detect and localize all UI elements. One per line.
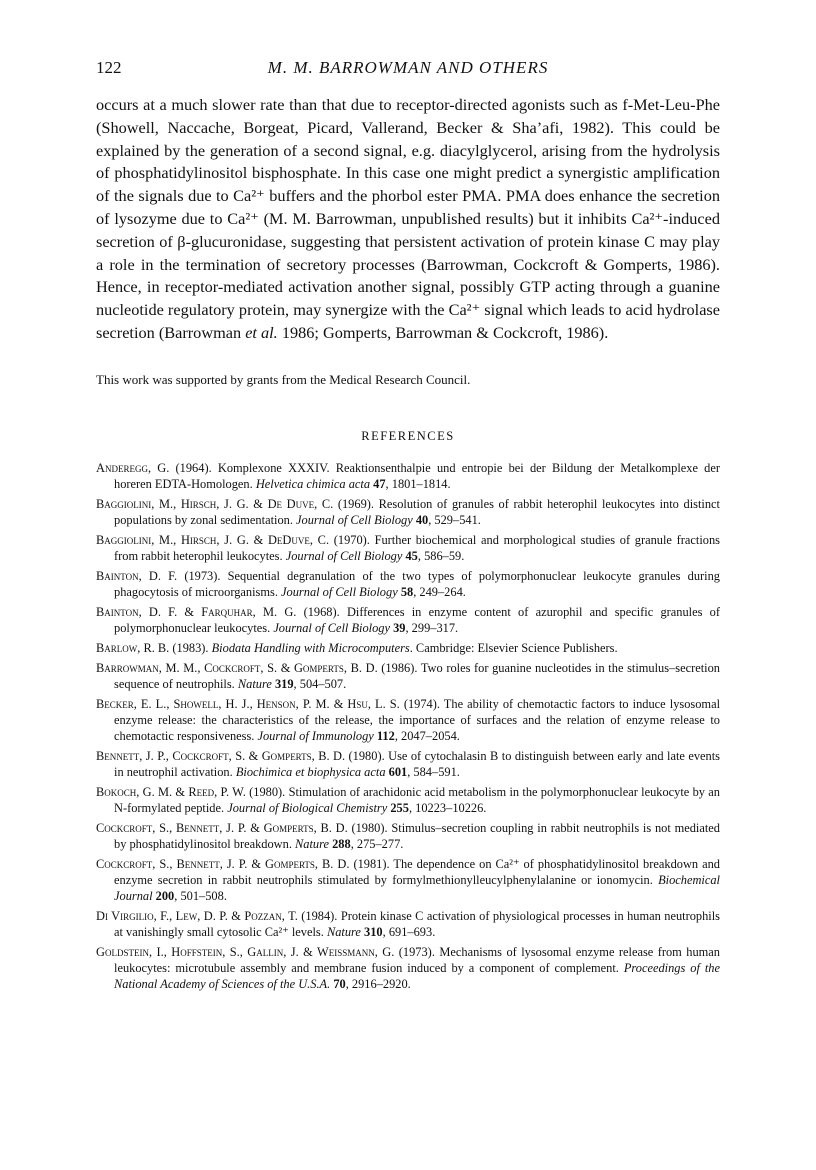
reference-item (96, 640, 720, 656)
reference-text: (1980). Use of cytochalasin B to distinguish between early and late events in neutrophil activation. (114, 748, 720, 779)
reference-journal: Nature (237, 676, 272, 691)
reference-journal: Nature (326, 924, 361, 939)
reference-list (96, 460, 720, 992)
reference-pages: , 2916–2920. (345, 976, 411, 991)
reference-volume: 310 (364, 924, 383, 939)
reference-journal: Biodata Handling with Microcomputers (211, 640, 410, 655)
reference-pages: , 299–317. (405, 620, 459, 635)
reference-pages: , 504–507. (293, 676, 347, 691)
reference-volume: 200 (155, 888, 175, 903)
reference-authors: Baggiolini, M., Hirsch, J. G. & DeDuve, C. (96, 532, 330, 547)
reference-authors: Bainton, D. F. (96, 568, 178, 583)
reference-authors: Becker, E. L., Showell, H. J., Henson, P. M. & Hsu, L. S. (96, 696, 400, 711)
reference-volume: 45 (405, 548, 418, 563)
reference-text: (1986). Two roles for guanine nucleotides in the stimulus–secretion sequence of neutrophils. (114, 660, 720, 691)
reference-journal: Biochemical Journal (114, 872, 720, 903)
reference-pages: , 691–693. (382, 924, 436, 939)
reference-authors: Cockcroft, S., Bennett, J. P. & Gomperts, B. D. (96, 856, 350, 871)
reference-journal: Journal of Immunology (257, 728, 374, 743)
body-text-etal: et al. (245, 322, 278, 342)
reference-journal: Journal of Biological Chemistry (227, 800, 388, 815)
reference-item (96, 908, 720, 940)
reference-volume: 39 (393, 620, 406, 635)
reference-authors: Bainton, D. F. & Farquhar, M. G. (96, 604, 297, 619)
reference-journal: Journal of Cell Biology (273, 620, 390, 635)
reference-volume: 47 (373, 476, 386, 491)
reference-authors: Bennett, J. P., Cockcroft, S. & Gomperts, B. D. (96, 748, 346, 763)
reference-volume: 58 (400, 584, 414, 599)
reference-authors: Barlow, R. B. (96, 640, 170, 655)
body-text-end: 1986; Gomperts, Barrowman & Cockcroft, 1986). (277, 322, 609, 342)
reference-item (96, 532, 720, 564)
reference-text: (1980). Stimulus–secretion coupling in rabbit neutrophils is not mediated by phosphatidylinositol breakdown. (114, 820, 720, 851)
reference-item (96, 496, 720, 528)
reference-authors: Baggiolini, M., Hirsch, J. G. & De Duve, C. (96, 496, 334, 511)
reference-pages: , 501–508. (174, 888, 227, 903)
reference-authors: Bokoch, G. M. & Reed, P. W. (96, 784, 246, 799)
reference-text: (1964). Komplexone XXXIV. Reaktionsenthalpie und entropie bei der Bildung der Metalkomplexe der horeren EDTA-Homologen. (114, 460, 720, 491)
reference-journal: Journal of Cell Biology (296, 512, 413, 527)
reference-item (96, 604, 720, 636)
reference-pages: , 2047–2054. (394, 728, 460, 743)
reference-pages: , 584–591. (407, 764, 460, 779)
reference-volume: 40 (415, 512, 429, 527)
reference-text: (1980). Stimulation of arachidonic acid metabolism in the polymorphonuclear leukocyte by an N-formylated peptide. (114, 784, 720, 815)
reference-pages: , 586–59. (417, 548, 465, 563)
acknowledgement: This work was supported by grants from the Medical Research Council. (96, 371, 471, 387)
reference-text: (1981). The dependence on Ca²⁺ of phosphatidylinositol breakdown and enzyme secretion in rabbit neutrophils stimulated by formylmethionylleucylphenylalanine or ionomycin. (114, 856, 721, 887)
reference-pages: . Cambridge: Elsevier Science Publishers. (409, 640, 618, 655)
reference-volume: 255 (390, 800, 409, 815)
reference-authors: Barrowman, M. M., Cockcroft, S. & Gomperts, B. D. (96, 660, 378, 675)
reference-pages: , 275–277. (350, 836, 404, 851)
reference-item (96, 944, 720, 992)
reference-pages: , 10223–10226. (408, 800, 487, 815)
reference-item (96, 568, 720, 600)
reference-volume: 112 (376, 728, 395, 743)
body-paragraph (96, 94, 720, 345)
reference-journal: Biochimica et biophysica acta (235, 764, 386, 779)
reference-journal: Proceedings of the National Academy of Sciences of the U.S.A. (114, 960, 720, 991)
reference-authors: Goldstein, I., Hoffstein, S., Gallin, J. & Weissmann, G. (96, 944, 395, 959)
reference-pages: , 1801–1814. (385, 476, 451, 491)
reference-item (96, 748, 720, 780)
reference-text: (1983). (169, 640, 212, 655)
running-title: M. M. BARROWMAN AND OTHERS (267, 58, 549, 77)
reference-text: (1984). Protein kinase C activation of physiological processes in human neutrophils at vanishingly small cytosolic Ca²⁺ levels. (114, 908, 720, 939)
reference-authors: Anderegg, G. (96, 460, 170, 475)
reference-volume: 601 (388, 764, 408, 779)
reference-text: (1974). The ability of chemotactic factors to induce lysosomal enzyme release: the characteristics of the release, the importance of surfaces and the relation of enzyme release to chemotactic responsiveness. (114, 696, 721, 743)
reference-item (96, 660, 720, 692)
reference-item (96, 696, 720, 744)
reference-journal: Nature (295, 836, 329, 851)
reference-text: (1970). Further biochemical and morphological studies of granule fractions from rabbit heterophil leukocytes. (114, 532, 720, 563)
reference-item (96, 856, 720, 904)
reference-text: (1969). Resolution of granules of rabbit heterophil leukocytes into distinct populations by zonal sedimentation. (114, 496, 720, 527)
reference-authors: Cockcroft, S., Bennett, J. P. & Gomperts, B. D. (96, 820, 348, 835)
reference-journal: Helvetica chimica acta (255, 476, 371, 491)
reference-pages: , 249–264. (413, 584, 466, 599)
reference-item (96, 784, 720, 816)
page-number: 122 (96, 58, 122, 77)
references-heading: REFERENCES (361, 428, 455, 443)
reference-item (96, 820, 720, 852)
body-text: occurs at a much slower rate than that due to receptor-directed agonists such as f-Met-Leu-Phe (Showell, Naccache, Borgeat, Picard, Vallerand, Becker & Sha’afi, 1982). This could be explained by the generation of a second signal, e.g. diacylglycerol, arising from the hydrolysis of phosphatidylinositol bisphosphate. In this case one might predict a synergistic amplification of the signals due to Ca²⁺ buffers and the phorbol ester PMA. PMA does enhance the secretion of lysozyme due to Ca²⁺ (M. M. Barrowman, unpublished results) but it inhibits Ca²⁺-induced secretion of β-glucuronidase, suggesting that persistent activation of protein kinase C may play a role in the termination of secretory processes (Barrowman, Cockcroft & Gomperts, 1986). Hence, in receptor-mediated activation another signal, possibly GTP acting through a guanine nucleotide regulatory protein, may synergize with the Ca²⁺ signal which leads to acid hydrolase secretion (Barrowman (96, 95, 720, 342)
reference-text: (1968). Differences in enzyme content of azurophil and specific granules of polymorphonuclear leukocytes. (114, 604, 720, 635)
reference-authors: Di Virgilio, F., Lew, D. P. & Pozzan, T. (96, 908, 298, 923)
reference-volume: 70 (333, 976, 346, 991)
reference-item (96, 460, 720, 492)
reference-text: (1973). Mechanisms of lysosomal enzyme release from human leukocytes: microtubule assembly and membrane fusion induced by a component of complement. (114, 944, 720, 975)
reference-journal: Journal of Cell Biology (285, 548, 403, 563)
reference-pages: , 529–541. (428, 512, 481, 527)
reference-text: (1973). Sequential degranulation of the two types of polymorphonuclear leukocyte granules during phagocytosis of microorganisms. (114, 568, 720, 599)
reference-journal: Journal of Cell Biology (281, 584, 398, 599)
running-head (96, 58, 720, 84)
reference-volume: 288 (332, 836, 351, 851)
reference-volume: 319 (274, 676, 294, 691)
page (96, 58, 720, 996)
